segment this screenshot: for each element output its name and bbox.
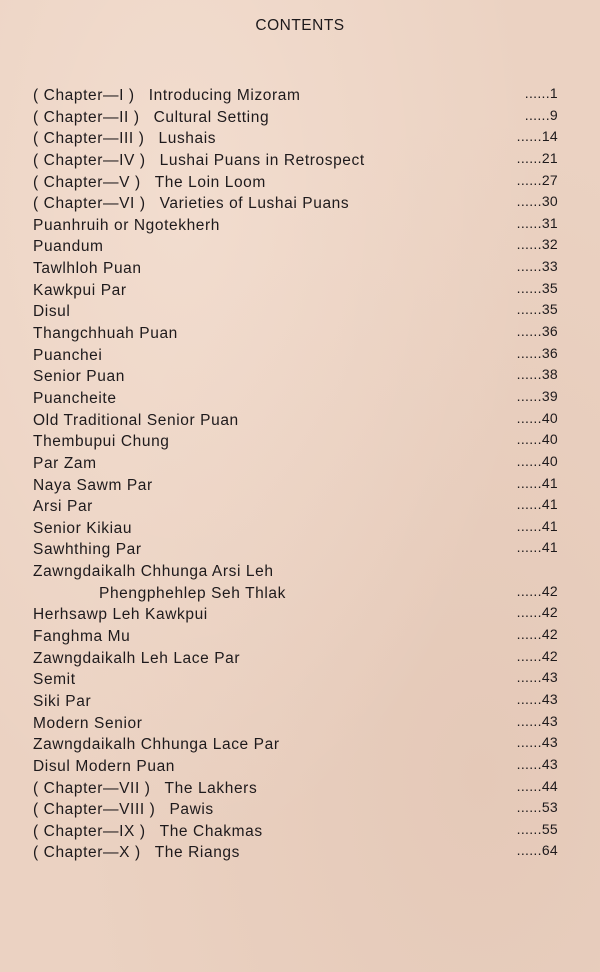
page-reference — [517, 364, 558, 386]
page-reference — [517, 256, 558, 278]
toc-entry-label — [33, 280, 127, 302]
entry-title: Zawngdaikalh Leh Lace Par — [33, 649, 241, 667]
page-reference — [517, 234, 558, 256]
page-reference — [517, 581, 558, 603]
page-number: 43 — [541, 712, 558, 729]
dot-leader: ...... — [516, 214, 542, 231]
page-number: 42 — [541, 604, 558, 621]
page-reference — [517, 602, 558, 624]
page-reference — [517, 537, 558, 559]
toc-entry — [33, 626, 558, 648]
entry-title: Siki Par — [33, 692, 92, 710]
toc-entry-label — [33, 172, 266, 194]
toc-entry-label — [33, 496, 93, 518]
toc-entry-label — [33, 431, 170, 453]
entry-title-continued: Phengphehlep Seh Thlak — [99, 584, 286, 602]
dot-leader: ...... — [516, 474, 542, 491]
entry-title: Disul Modern Puan — [33, 757, 176, 775]
entry-title: Old Traditional Senior Puan — [33, 411, 239, 429]
entry-title: The Loin Loom — [154, 173, 266, 191]
toc-entry — [33, 713, 558, 735]
dot-leader: ...... — [516, 734, 542, 751]
chapter-number: ( Chapter—X ) — [33, 844, 141, 862]
dot-leader: ...... — [524, 84, 550, 101]
entry-title: Naya Sawm Par — [33, 476, 153, 494]
entry-title: Zawngdaikalh Chhunga Lace Par — [33, 736, 280, 754]
dot-leader: ...... — [516, 669, 542, 686]
toc-entry — [33, 431, 558, 453]
page-number: 14 — [541, 128, 558, 145]
dot-leader: ...... — [516, 236, 542, 253]
page-number: 43 — [541, 669, 558, 686]
toc-entry — [33, 604, 558, 626]
toc-entry-label — [33, 215, 220, 237]
page-reference — [517, 667, 558, 689]
page-number: 41 — [541, 539, 558, 556]
entry-title: Thangchhuah Puan — [33, 325, 178, 343]
entry-title: Pawis — [169, 801, 214, 819]
toc-entry — [33, 345, 558, 367]
page-reference — [517, 754, 558, 776]
entry-title: Sawhthing Par — [33, 541, 142, 559]
page-number: 33 — [541, 258, 558, 275]
toc-entry — [33, 366, 558, 388]
toc-entry-label — [33, 236, 104, 258]
page-reference — [517, 321, 558, 343]
dot-leader: ...... — [516, 604, 542, 621]
page-reference — [517, 711, 558, 733]
entry-title: Disul — [33, 303, 71, 321]
toc-entry-label — [33, 193, 349, 215]
table-of-contents — [33, 85, 558, 864]
page-reference — [517, 408, 558, 430]
page-number: 32 — [541, 236, 558, 253]
page-number: 35 — [541, 279, 558, 296]
dot-leader: ...... — [516, 690, 542, 707]
chapter-number: ( Chapter—II ) — [33, 108, 140, 126]
toc-entry-label — [33, 453, 97, 475]
chapter-number: ( Chapter—IV ) — [33, 151, 146, 169]
page-number: 41 — [541, 474, 558, 491]
dot-leader: ...... — [516, 409, 542, 426]
page-number: 38 — [541, 366, 558, 383]
toc-entry — [33, 691, 558, 713]
toc-entry — [33, 301, 558, 323]
toc-entry — [33, 388, 558, 410]
chapter-number: ( Chapter—I ) — [33, 87, 135, 104]
dot-leader: ...... — [516, 171, 542, 188]
page-reference — [517, 776, 558, 798]
toc-entry-label — [33, 604, 208, 626]
page-number: 41 — [541, 496, 558, 513]
toc-entry-label — [33, 756, 175, 778]
entry-title: Thembupui Chung — [33, 433, 170, 451]
toc-entry — [33, 85, 558, 107]
toc-entry-label — [33, 626, 130, 648]
dot-leader: ...... — [516, 258, 542, 275]
entry-title: Varieties of Lushai Puans — [159, 195, 350, 213]
toc-entry — [33, 323, 558, 345]
page-reference — [517, 126, 558, 148]
dot-leader: ...... — [516, 323, 542, 340]
page-number: 21 — [541, 149, 558, 166]
toc-entry — [33, 799, 558, 821]
dot-leader: ...... — [516, 149, 542, 166]
page-reference — [525, 83, 558, 105]
entry-title: Tawlhloh Puan — [33, 260, 142, 278]
toc-entry — [33, 821, 558, 843]
page-reference — [517, 213, 558, 235]
page-number: 36 — [541, 323, 558, 340]
dot-leader: ...... — [516, 712, 542, 729]
toc-entry-label — [33, 518, 132, 540]
page-number: 44 — [541, 777, 558, 794]
page-reference — [517, 148, 558, 170]
toc-entry-label — [33, 561, 286, 604]
chapter-number: ( Chapter—III ) — [33, 130, 145, 148]
page-number: 36 — [541, 344, 558, 361]
page-reference — [517, 429, 558, 451]
entry-title: Senior Puan — [33, 368, 125, 386]
dot-leader: ...... — [516, 799, 542, 816]
dot-leader: ...... — [516, 452, 542, 469]
page-number: 43 — [541, 755, 558, 772]
dot-leader: ...... — [516, 301, 542, 318]
toc-entry — [33, 669, 558, 691]
toc-entry — [33, 561, 558, 604]
page-reference — [517, 191, 558, 213]
dot-leader: ...... — [516, 539, 542, 556]
page-number: 35 — [541, 301, 558, 318]
entry-title: Lushai Puans in Retrospect — [159, 151, 365, 169]
page-number: 43 — [541, 734, 558, 751]
toc-entry-label — [33, 691, 91, 713]
dot-leader: ...... — [516, 344, 542, 361]
page-reference — [525, 105, 558, 127]
page-reference — [517, 516, 558, 538]
toc-entry-label — [33, 713, 142, 735]
page-reference — [517, 299, 558, 321]
entry-title: The Chakmas — [159, 822, 263, 840]
toc-entry — [33, 756, 558, 778]
toc-entry — [33, 128, 558, 150]
page-number: 40 — [541, 431, 558, 448]
dot-leader: ...... — [516, 387, 542, 404]
page-reference — [517, 797, 558, 819]
page-number: 27 — [541, 171, 558, 188]
entry-title: The Lakhers — [164, 779, 258, 797]
toc-entry — [33, 107, 558, 129]
toc-entry-label — [33, 734, 280, 756]
toc-entry — [33, 539, 558, 561]
toc-entry — [33, 648, 558, 670]
page-reference — [517, 278, 558, 300]
entry-title: Puandum — [33, 238, 104, 256]
page-reference — [517, 451, 558, 473]
toc-entry — [33, 215, 558, 237]
page-number: 64 — [541, 842, 558, 859]
chapter-number: ( Chapter—VI ) — [33, 195, 146, 213]
page-number: 40 — [541, 452, 558, 469]
page-number: 41 — [541, 517, 558, 534]
toc-entry — [33, 778, 558, 800]
entry-title: Kawkpui Par — [33, 281, 127, 299]
toc-entry — [33, 518, 558, 540]
page-number: 42 — [541, 582, 558, 599]
entry-title: The Riangs — [154, 844, 240, 862]
toc-entry-label — [33, 366, 125, 388]
page-reference — [517, 343, 558, 365]
entry-title: Modern Senior — [33, 714, 143, 732]
page-number: 42 — [541, 647, 558, 664]
toc-entry-label — [33, 128, 216, 150]
entry-title: Puancheite — [33, 389, 117, 407]
toc-entry — [33, 150, 558, 172]
chapter-number: ( Chapter—VII ) — [33, 779, 151, 797]
entry-title: Par Zam — [33, 454, 97, 472]
page-number: 55 — [541, 820, 558, 837]
dot-leader: ...... — [516, 842, 542, 859]
dot-leader: ...... — [524, 106, 550, 123]
toc-entry — [33, 475, 558, 497]
page-reference — [517, 646, 558, 668]
toc-entry-label — [33, 258, 142, 280]
dot-leader: ...... — [516, 517, 542, 534]
dot-leader: ...... — [516, 128, 542, 145]
page-number: 39 — [541, 387, 558, 404]
entry-title: Arsi Par — [33, 498, 93, 516]
toc-entry-label — [33, 107, 269, 129]
page-reference — [517, 689, 558, 711]
page-reference — [517, 819, 558, 841]
toc-entry-label — [33, 539, 142, 561]
chapter-number: ( Chapter—IX ) — [33, 822, 146, 840]
page-reference — [517, 170, 558, 192]
toc-entry-label — [33, 301, 70, 323]
toc-entry — [33, 453, 558, 475]
toc-entry-label — [33, 410, 239, 432]
toc-entry — [33, 280, 558, 302]
dot-leader: ...... — [516, 279, 542, 296]
toc-entry — [33, 258, 558, 280]
entry-title: Cultural Setting — [153, 108, 270, 126]
dot-leader: ...... — [516, 626, 542, 643]
dot-leader: ...... — [516, 777, 542, 794]
page-number: 40 — [541, 409, 558, 426]
toc-entry — [33, 172, 558, 194]
toc-entry-label — [33, 842, 240, 864]
page-number: 42 — [541, 626, 558, 643]
dot-leader: ...... — [516, 582, 542, 599]
entry-title: Zawngdaikalh Chhunga Arsi Leh — [33, 563, 274, 581]
toc-entry-label — [33, 85, 301, 107]
entry-title: Senior Kikiau — [33, 519, 133, 537]
page-reference — [517, 386, 558, 408]
toc-entry-label — [33, 323, 178, 345]
entry-title: Semit — [33, 671, 76, 689]
dot-leader: ...... — [516, 496, 542, 513]
dot-leader: ...... — [516, 820, 542, 837]
page-title: CONTENTS — [255, 17, 345, 34]
toc-entry-label — [33, 648, 240, 670]
page-number: 9 — [549, 106, 558, 123]
entry-title: Puanchei — [33, 346, 103, 364]
page-reference — [517, 473, 558, 495]
entry-title: Introducing Mizoram — [148, 87, 301, 104]
toc-entry — [33, 842, 558, 864]
toc-entry-label — [33, 345, 102, 367]
page-reference — [517, 732, 558, 754]
toc-entry — [33, 236, 558, 258]
toc-entry-label — [33, 150, 365, 172]
toc-entry — [33, 410, 558, 432]
page-number: 53 — [541, 799, 558, 816]
toc-entry-label — [33, 475, 153, 497]
dot-leader: ...... — [516, 431, 542, 448]
dot-leader: ...... — [516, 366, 542, 383]
toc-entry — [33, 193, 558, 215]
toc-entry — [33, 734, 558, 756]
toc-entry-label — [33, 669, 76, 691]
toc-entry-label — [33, 799, 214, 821]
dot-leader: ...... — [516, 755, 542, 772]
toc-entry-label — [33, 388, 117, 410]
toc-entry-label — [33, 821, 263, 843]
page-number: 30 — [541, 193, 558, 210]
entry-title: Lushais — [158, 130, 217, 148]
chapter-number: ( Chapter—VIII ) — [33, 801, 156, 819]
chapter-number: ( Chapter—V ) — [33, 173, 141, 191]
entry-title: Herhsawp Leh Kawkpui — [33, 606, 208, 624]
page-reference — [517, 494, 558, 516]
page-number: 31 — [541, 214, 558, 231]
page-number: 43 — [541, 690, 558, 707]
page-number: 1 — [549, 84, 558, 101]
page-reference — [517, 624, 558, 646]
entry-title: Fanghma Mu — [33, 628, 131, 646]
toc-entry-label — [33, 778, 257, 800]
toc-entry — [33, 496, 558, 518]
dot-leader: ...... — [516, 647, 542, 664]
page-reference — [517, 840, 558, 862]
dot-leader: ...... — [516, 193, 542, 210]
entry-title: Puanhruih or Ngotekherh — [33, 216, 220, 234]
